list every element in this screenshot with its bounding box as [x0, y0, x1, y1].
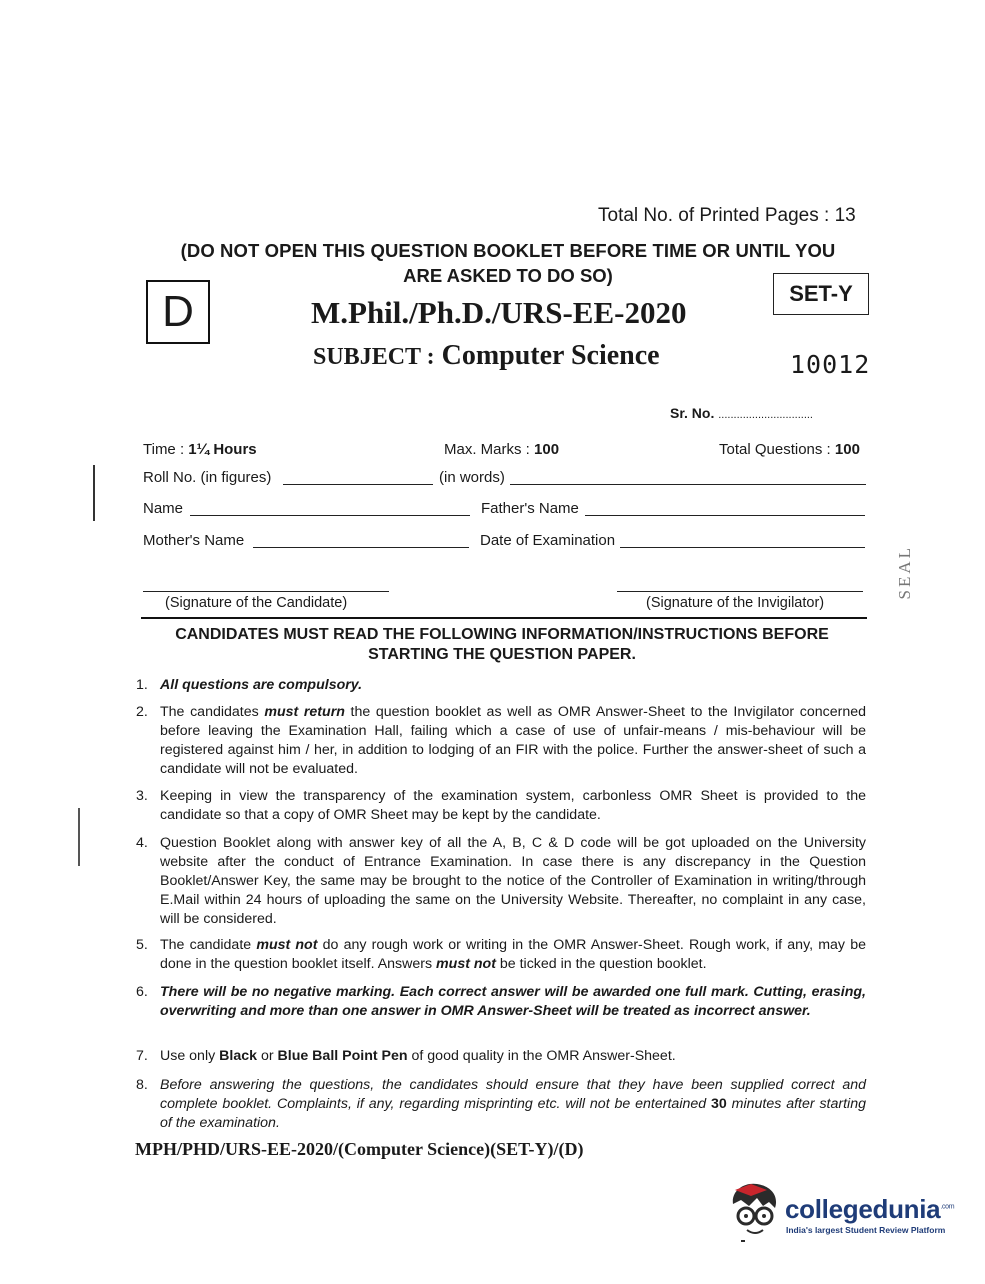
mother-name-label: Mother's Name — [143, 532, 245, 549]
roll-words-label: (in words) — [439, 469, 505, 486]
name-label: Name — [143, 500, 184, 517]
instruction-number: 7. — [136, 1048, 148, 1064]
sr-no-label: Sr. No. — [670, 405, 715, 421]
instruction-text: Question Booklet along with answer key of all the A, B, C & D code will be got uploaded on the University website after the conduct of Entrance Examination. In case there is any discrepancy in the Question Booklet/Answer Key, the same may be brought to the notice of the Controller of Examination in writing/through E.Mail within 24 hours of uploading the same on the University Website. Thereafter, no complaint in any case, will be considered. — [160, 835, 866, 927]
exam-title: M.Phil./Ph.D./URS-EE-2020 — [311, 295, 687, 330]
subject-prefix: SUBJECT : — [313, 344, 435, 370]
scan-mark-1 — [93, 465, 95, 521]
candidate-signature-label: (Signature of the Candidate) — [165, 595, 348, 611]
mother-name-line[interactable] — [253, 547, 469, 548]
time-label: Time : — [143, 441, 185, 458]
instruction-number: 6. — [136, 984, 148, 1000]
booklet-code-box — [146, 280, 210, 344]
date-line[interactable] — [620, 547, 865, 548]
total-questions-label: Total Questions : — [719, 441, 831, 458]
warning-line-2: ARE ASKED TO DO SO) — [403, 265, 613, 286]
brand-name: collegedunia$^{.com}$ — [785, 1194, 955, 1224]
sr-no — [670, 405, 813, 421]
instruction-2 — [136, 703, 866, 779]
instruction-text: All questions are compulsory. — [160, 677, 363, 693]
instruction-6 — [136, 983, 866, 1021]
instructions-heading-2: STARTING THE QUESTION PAPER. — [368, 646, 636, 663]
date-label: Date of Examination — [480, 532, 616, 549]
instruction-3 — [136, 787, 866, 825]
subject-name: Computer Science — [441, 340, 660, 371]
instruction-number: 1. — [136, 677, 148, 693]
instruction-text: There will be no negative marking. Each correct answer will be awarded one full mark. Cutting, erasing, overwriting and more than one answer in OMR Answer-Sheet will be treated as incorrect answer. — [160, 984, 866, 1019]
instruction-number: 5. — [136, 937, 148, 953]
booklet-code: D — [162, 287, 194, 336]
booklet-number: 10012 — [790, 350, 871, 379]
instruction-5 — [136, 936, 866, 974]
mascot-icon — [727, 1180, 783, 1246]
max-marks-value: 100 — [534, 441, 560, 458]
roll-words-line[interactable] — [510, 484, 866, 485]
max-marks-field — [444, 441, 559, 458]
total-questions-value: 100 — [834, 441, 860, 458]
instruction-number: 3. — [136, 788, 148, 804]
seal-side-stamp: SEAL — [895, 545, 914, 600]
instruction-text: The candidate must not do any rough work or writing in the OMR Answer-Sheet. Rough work, if any, may be done in the question booklet itself. Answers must not be ticked in the question booklet. — [160, 937, 866, 972]
instruction-number: 4. — [136, 835, 148, 851]
divider-rule — [141, 617, 867, 619]
brand-tagline: India's largest Student Review Platform — [786, 1225, 946, 1235]
roll-figures-label: Roll No. (in figures) — [143, 469, 272, 486]
instruction-1 — [136, 676, 866, 695]
instruction-8 — [136, 1076, 866, 1133]
instruction-text: Keeping in view the transparency of the examination system, carbonless OMR Sheet is provided to the candidate so that a copy of OMR Sheet may be kept by the candidate. — [160, 788, 866, 823]
footer-code: MPH/PHD/URS-EE-2020/(Computer Science)(SET-Y)/(D) — [135, 1139, 584, 1159]
max-marks-label: Max. Marks : — [444, 441, 530, 458]
time-field — [143, 441, 257, 458]
father-name-line[interactable] — [585, 515, 865, 516]
subject-line — [313, 340, 660, 372]
time-value: 1¼ Hours — [188, 441, 257, 458]
instruction-text: Before answering the questions, the candidates should ensure that they have been supplied correct and complete booklet. Complaints, if any, regarding misprinting etc. will not be entertained 30 minutes after starting of the examination. — [160, 1077, 866, 1131]
father-name-label: Father's Name — [481, 500, 579, 517]
instruction-text: Use only Black or Blue Ball Point Pen of good quality in the OMR Answer-Sheet. — [160, 1048, 676, 1064]
total-questions-field — [719, 441, 860, 458]
warning-line-1: (DO NOT OPEN THIS QUESTION BOOKLET BEFORE TIME OR UNTIL YOU — [180, 240, 836, 261]
candidate-signature-line[interactable] — [143, 591, 389, 592]
instruction-number: 2. — [136, 704, 148, 720]
instruction-number: 8. — [136, 1077, 148, 1093]
set-badge: SET-Y — [773, 273, 869, 315]
roll-figures-line[interactable] — [283, 484, 433, 485]
total-pages: Total No. of Printed Pages : 13 — [598, 205, 856, 226]
sr-no-dots: ............................... — [718, 409, 813, 421]
instruction-4 — [136, 834, 866, 929]
instruction-7 — [136, 1047, 866, 1066]
instruction-text: The candidates must return the question booklet as well as OMR Answer-Sheet to the Invigilator concerned before leaving the Examination Hall, failing which a case of use of unfair-means / mis-behaviour will be registered against him / her, in addition to lodging of an FIR with the police. Further the answer-sheet of such a candidate will not be evaluated. — [160, 704, 867, 777]
instructions-heading-1: CANDIDATES MUST READ THE FOLLOWING INFORMATION/INSTRUCTIONS BEFORE — [175, 626, 829, 643]
name-line[interactable] — [190, 515, 470, 516]
invigilator-signature-label: (Signature of the Invigilator) — [646, 595, 825, 611]
invigilator-signature-line[interactable] — [617, 591, 863, 592]
collegedunia-watermark — [727, 1180, 955, 1250]
scan-mark-2 — [78, 808, 80, 866]
